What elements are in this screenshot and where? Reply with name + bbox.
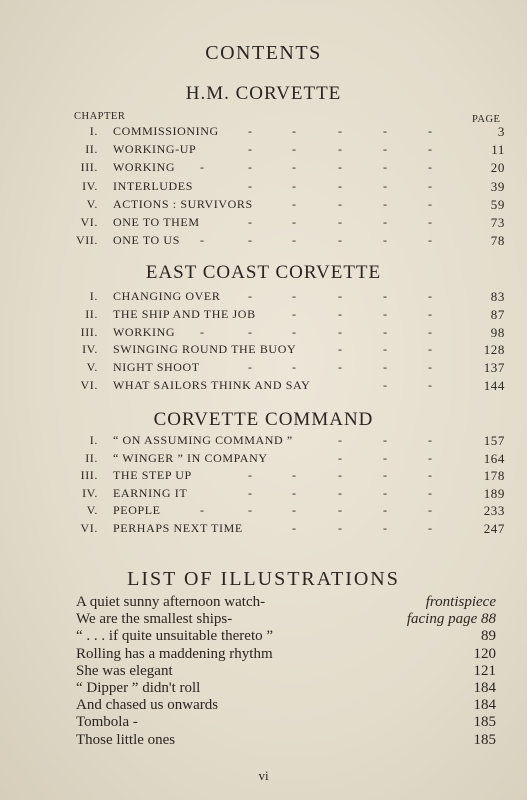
toc-entry: II. “ WINGER ” IN COMPANY - - - 164	[0, 451, 527, 469]
chapter-title: COMMISSIONING	[113, 124, 219, 138]
chapter-title: THE SHIP AND THE JOB	[113, 306, 256, 321]
toc-entry: I. CHANGING OVER - - - - - 83	[0, 289, 527, 307]
chapter-title: NIGHT SHOOT	[113, 360, 200, 375]
toc-entry: IV. EARNING IT - - - - - 189	[0, 486, 527, 504]
chapter-title: WORKING	[113, 160, 176, 175]
chapter-number: V.	[86, 360, 98, 375]
toc-entry: VI. ONE TO THEM - - - - - 73	[0, 215, 527, 233]
illustration-page-ref: 121	[473, 662, 496, 679]
illustration-caption: “ Dipper ” didn't roll	[76, 680, 201, 696]
toc-entry: II. THE SHIP AND THE JOB - - - - 87	[0, 307, 527, 325]
illustration-page-ref: 185	[473, 714, 496, 731]
page-ref: 78	[490, 233, 505, 249]
section-title-corvette-command: CORVETTE COMMAND	[153, 409, 374, 430]
chapter-number: III.	[80, 160, 98, 175]
toc-entry: V. PEOPLE - - - - - - 233	[0, 503, 527, 521]
illustration-caption: Those little ones	[76, 731, 176, 748]
illustration-entry	[76, 628, 496, 646]
chapter-number: VI.	[80, 378, 98, 392]
illustration-page-ref: 185	[473, 731, 496, 748]
chapter-title: ONE TO US	[113, 233, 180, 248]
chapter-title: “ ON ASSUMING COMMAND ”	[113, 433, 293, 447]
page-ref: 247	[483, 521, 505, 536]
page-ref: 59	[490, 196, 505, 212]
chapter-title: ONE TO THEM	[113, 215, 200, 229]
illustration-page-ref: frontispiece	[425, 594, 496, 610]
chapter-number: V.	[86, 503, 98, 518]
illustration-caption: Rolling has a maddening rhythm	[76, 645, 273, 662]
chapter-title: CHANGING OVER	[113, 289, 221, 303]
chapter-title: INTERLUDES	[113, 178, 193, 193]
chapter-number: I.	[89, 433, 98, 447]
toc-entry: III. THE STEP UP - - - - - 178	[0, 468, 527, 486]
illustration-entry	[76, 680, 496, 698]
illustration-caption: She was elegant	[76, 662, 173, 679]
chapter-title: WHAT SAILORS THINK AND SAY	[113, 378, 311, 392]
toc-entry: III. WORKING - - - - - - 98	[0, 325, 527, 343]
chapter-title: THE STEP UP	[113, 468, 192, 483]
page-ref: 3	[497, 124, 505, 139]
chapter-number: II.	[85, 306, 98, 321]
chapter-number: V.	[86, 196, 98, 211]
toc-entry: IV. SWINGING ROUND THE BUOY - - - 128	[0, 342, 527, 360]
illustration-entry	[76, 732, 496, 750]
illustration-entry	[76, 646, 496, 664]
chapter-number: VI.	[80, 521, 98, 535]
chapter-number: VI.	[80, 215, 98, 229]
page-number: vi	[258, 768, 269, 783]
chapter-number: I.	[89, 289, 98, 303]
chapter-title: WORKING-UP	[113, 142, 197, 157]
chapter-title: SWINGING ROUND THE BUOY	[113, 342, 297, 357]
illustration-page-ref: 120	[473, 645, 496, 662]
toc-entry: II. WORKING-UP - - - - - 11	[0, 142, 527, 160]
chapter-column-header: CHAPTER	[74, 111, 126, 122]
page-title: CONTENTS	[205, 42, 322, 64]
illustration-entry	[76, 663, 496, 681]
page-ref: 189	[483, 485, 505, 501]
chapter-title: WORKING	[113, 324, 176, 339]
illustration-caption: “ . . . if quite unsuitable thereto ”	[76, 628, 274, 645]
illustration-caption: Tombola -	[76, 714, 138, 731]
section-title-east-coast-corvette: EAST COAST CORVETTE	[145, 262, 382, 283]
illustration-entry	[76, 611, 496, 629]
page-ref: 39	[490, 178, 505, 194]
chapter-number: II.	[85, 142, 98, 157]
illustration-page-ref: 184	[473, 697, 496, 714]
toc-entry: V. ACTIONS : SURVIVORS - - - - 59	[0, 197, 527, 215]
illustration-caption: And chased us onwards	[76, 697, 219, 714]
illustration-entry	[76, 594, 496, 612]
page-ref: 144	[483, 378, 505, 393]
illustration-entry	[76, 697, 496, 715]
toc-entry: V. NIGHT SHOOT - - - - - 137	[0, 360, 527, 378]
illustration-page-ref: 184	[473, 680, 496, 696]
page-ref: 87	[490, 306, 505, 322]
illustration-page-ref: 89	[481, 628, 496, 645]
toc-entry: I. “ ON ASSUMING COMMAND ” - - - 157	[0, 433, 527, 451]
page-ref: 128	[483, 342, 505, 358]
chapter-title: EARNING IT	[113, 485, 188, 500]
chapter-title: PERHAPS NEXT TIME	[113, 521, 243, 535]
page-ref: 157	[483, 433, 505, 448]
toc-entry: VI. WHAT SAILORS THINK AND SAY - - 144	[0, 378, 527, 396]
page-ref: 83	[490, 289, 505, 304]
toc-entry: IV. INTERLUDES - - - - - 39	[0, 179, 527, 197]
section-title-hm-corvette: H.M. CORVETTE	[185, 83, 342, 104]
chapter-number: VII.	[75, 233, 98, 248]
toc-entry: I. COMMISSIONING - - - - - 3	[0, 124, 527, 142]
page-ref: 73	[490, 215, 505, 230]
illustration-caption: We are the smallest ships-	[76, 611, 233, 628]
toc-entry: III. WORKING - - - - - - 20	[0, 160, 527, 178]
chapter-number: II.	[85, 450, 98, 465]
illustration-entry	[76, 714, 496, 732]
illustration-page-ref: facing page 88	[406, 611, 496, 628]
chapter-title: “ WINGER ” IN COMPANY	[113, 450, 268, 465]
chapter-title: PEOPLE	[113, 503, 161, 518]
page-ref: 233	[483, 503, 505, 519]
page-ref: 178	[483, 468, 505, 484]
page-ref: 137	[483, 360, 505, 376]
chapter-number: III.	[80, 324, 98, 339]
chapter-number: III.	[80, 468, 98, 483]
illustration-caption: A quiet sunny afternoon watch-	[76, 594, 266, 610]
chapter-number: I.	[89, 124, 98, 138]
toc-entry: VII. ONE TO US - - - - - - 78	[0, 233, 527, 251]
chapter-number: IV.	[82, 485, 98, 500]
page-ref: 20	[490, 160, 505, 176]
illustrations-title: LIST OF ILLUSTRATIONS	[127, 568, 400, 590]
page-ref: 11	[491, 142, 505, 158]
chapter-number: IV.	[82, 342, 98, 357]
page-ref: 164	[483, 450, 505, 466]
page-column-header: PAGE	[472, 114, 501, 125]
page-ref: 98	[490, 324, 505, 340]
toc-entry: VI. PERHAPS NEXT TIME - - - - 247	[0, 521, 527, 539]
chapter-number: IV.	[82, 178, 98, 193]
chapter-title: ACTIONS : SURVIVORS	[113, 196, 253, 211]
